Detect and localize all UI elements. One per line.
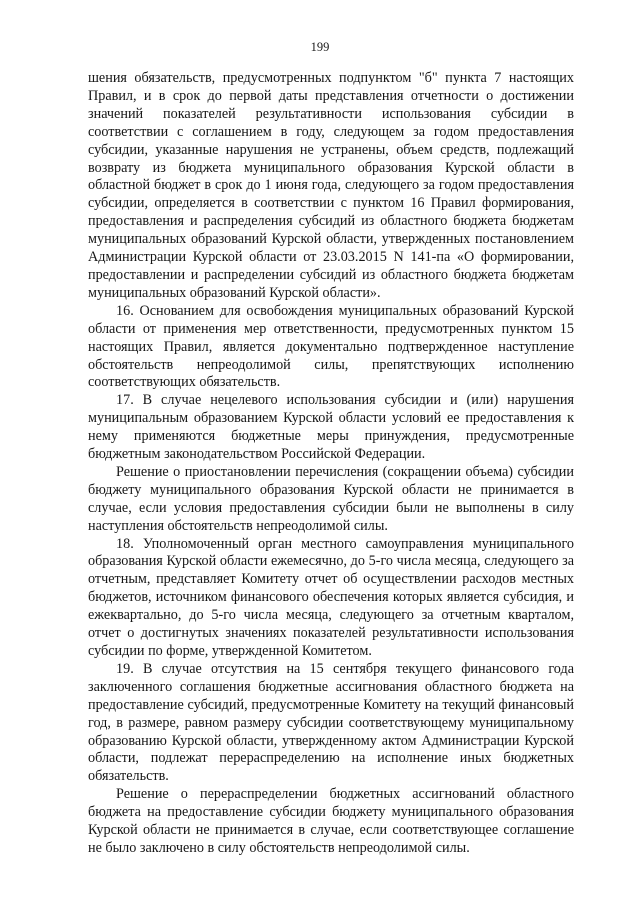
document-body <box>88 70 574 858</box>
paragraph-continuation: шения обязательств, предусмотренных подпунктом "б" пункта 7 настоящих Правил, и в срок до первой даты представления отчетности о достижении значений показателей результативности использования субсидии в соответствии с соглашением в году, следующем за годом предоставления субсидии, указанные нарушения не устранены, объем средств, подлежащий возврату из бюджета муниципального образования Курской области в областной бюджет в срок до 1 июня года, следующего за годом предоставления субсидии, определяется в соответствии с пунктом 16 Правил формирования, предоставления и распределения субсидий из областного бюджета бюджетам муниципальных образований Курской области, утвержденных постановлением Администрации Курской области от 23.03.2015 N 141-па «О формировании, предоставлении и распределении субсидий из областного бюджета бюджетам муниципальных образований Курской области». <box>88 70 574 301</box>
paragraph-redistribution-decision: Решение о перераспределении бюджетных ассигнований областного бюджета на предоставление субсидии бюджету муниципального образования Курской области не принимается в случае, если соответствующее соглашение не было заключено в силу обстоятельств непреодолимой силы. <box>88 786 574 856</box>
paragraph-clause-18: 18. Уполномоченный орган местного самоуправления муниципального образования Курской области ежемесячно, до 5-го числа месяца, следующего за отчетным, представляет Комитету отчет об осуществлении расходов местных бюджетов, источником финансового обеспечения которых является субсидия, и ежеквартально, до 5-го числа месяца, следующего за отчетным кварталом, отчет о достигнутых значениях показателей результативности использования субсидии по форме, утвержденной Комитетом. <box>88 535 574 659</box>
paragraph-clause-19: 19. В случае отсутствия на 15 сентября текущего финансового года заключенного соглашения бюджетные ассигнования областного бюджета на предоставление субсидий, предусмотренные Комитету на текущий финансовый год, в размере, равном размеру субсидии соответствующему муниципальному образованию Курской области, утвержденному актом Администрации Курской области, подлежат перераспределению на исполнение иных бюджетных обязательств. <box>88 660 574 785</box>
paragraph-suspension-decision: Решение о приостановлении перечисления (сокращении объема) субсидии бюджету муниципального образования Курской области не принимается в случае, если условия предоставления субсидии были не выполнены в силу наступления обстоятельств непреодолимой силы. <box>88 463 574 534</box>
paragraph-clause-16: 16. Основанием для освобождения муниципальных образований Курской области от применения мер ответственности, предусмотренных пунктом 15 настоящих Правил, является документально подтвержденное наступление обстоятельств непреодолимой силы, препятствующих исполнению соответствующих обязательств. <box>88 302 574 391</box>
page-number: 199 <box>310 40 330 54</box>
paragraph-clause-17: 17. В случае нецелевого использования субсидии и (или) нарушения муниципальным образованием Курской области условий ее предоставления к нему применяются бюджетные меры принуждения, предусмотренные бюджетным законодательством Российской Федерации. <box>88 392 574 463</box>
